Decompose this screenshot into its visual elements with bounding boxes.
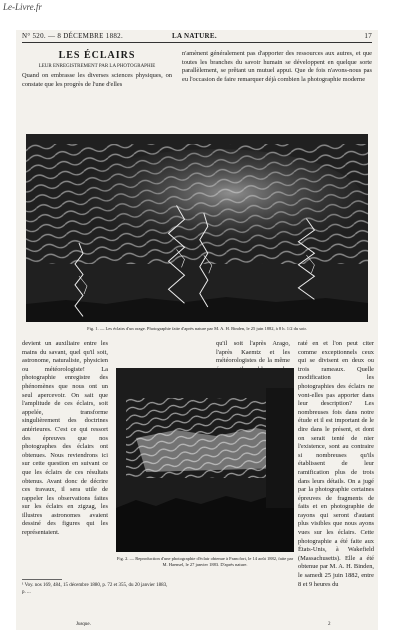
issue-number: N° 520. — 8 DÉCEMBRE 1882. [22, 32, 124, 40]
article-subtitle: LEUR ENREGISTREMENT PAR LA PHOTOGRAPHIE [38, 64, 156, 69]
figure-2-svg [116, 368, 294, 552]
intro-paragraph: Quand on embrasse les diverses sciences physiques, on constate que les progrès de l'une d'elles [22, 72, 172, 88]
article-title: LES ÉCLAIRS [58, 50, 136, 61]
page-number: 17 [364, 32, 372, 40]
figure-1-svg [26, 134, 368, 322]
journal-page [16, 30, 378, 630]
footnote-rule [22, 579, 62, 580]
footer-right: 2 [328, 622, 331, 627]
watermark: Le-Livre.fr [3, 2, 42, 12]
figure-2-caption: Fig. 2. — Reproduction d'une photographie d'éclair obtenue à Francfort, le 14 août 1882, faite par M. Haensel, le 27 janvier 1883. D'après nature. [116, 556, 294, 567]
right-column-text: raté en et l'on peut citer comme exceptionnels ceux qui se divisent en deux ou trois rameaux. Quelle modification les photographies des éclairs ne vont-elles pas apporter dans leur description? Les nombreuses fois dans notre étude et il est important de le dire dans le présent, et dont on serait tenté de nier l'existence, sont au contraire si nombreuses qu'ils établissent de leur ramification plus de trois dans leurs détails. On a jugé par la photographie certaines épreuves de fragments de faits et en photographie de rayons qui seront d'autant plus visibles que nous ayons vues sur les éclairs. Cette photographie a été faite aux États-Unis, à Wakefield (Massachusetts). Elle a été obtenue par M. A. H. Binden, le samedi 25 juin 1882, entre 8 et 9 heures du [298, 340, 374, 588]
journal-title: LA NATURE. [172, 32, 217, 40]
header-rule [22, 42, 372, 43]
figure-2-building [266, 388, 294, 508]
figure-2-lightning-photo [116, 368, 294, 552]
top-right-paragraph: n'amènent généralement pas d'apporter des ressources aux autres, et que toutes les branches du savoir humain se développent en quelque sorte parallèlement, se prêtant un mutuel appui. Que de fois n'avons-nous pas eu l'occasion de faire remarquer déjà combien la photographie moderne [182, 50, 372, 83]
footnote: ¹ Voy. nos 169, 484, 15 décembre 1880, p. 72 et 355, du 20 janvier 1883, p. ... [22, 583, 168, 595]
figure-1-caption: Fig. 1. — Les éclairs d'un orage. Photographie faite d'après nature par M. A. H. Binden, le 25 juin 1882, à 8 h. 1/2 du soir. [87, 326, 307, 331]
footer-left: Jusque. [76, 622, 91, 627]
figure-1-lightning-photo [26, 134, 368, 322]
left-column-text: devient un auxiliaire entre les mains du savant, quel qu'il soit, astronome, naturaliste, physicien ou météorologiste! La photographie enregistre des phénomènes que nous ont un seul apercevoir. On sait que l'amplitude de ces éclairs, soit appelée, transforme singulièrement des doctrines antérieures. C'est ce qui ressort des épreuves que nos photographes des éclairs ont obtenues. Nous reviendrons ici sur cette question en suivant ce que les éclairs de ces résultats obtenus. Avant donc de décrire ces travaux, il sera utile de rappeler les observations faites sur les éclairs en zigzag, les illustres astronomes avaient dessiné des figures qui les représentaient. [22, 340, 108, 537]
middle-column-text: qu'il soit l'après Arago, l'après Kaemtz et les météorologistes de la même [216, 340, 290, 365]
